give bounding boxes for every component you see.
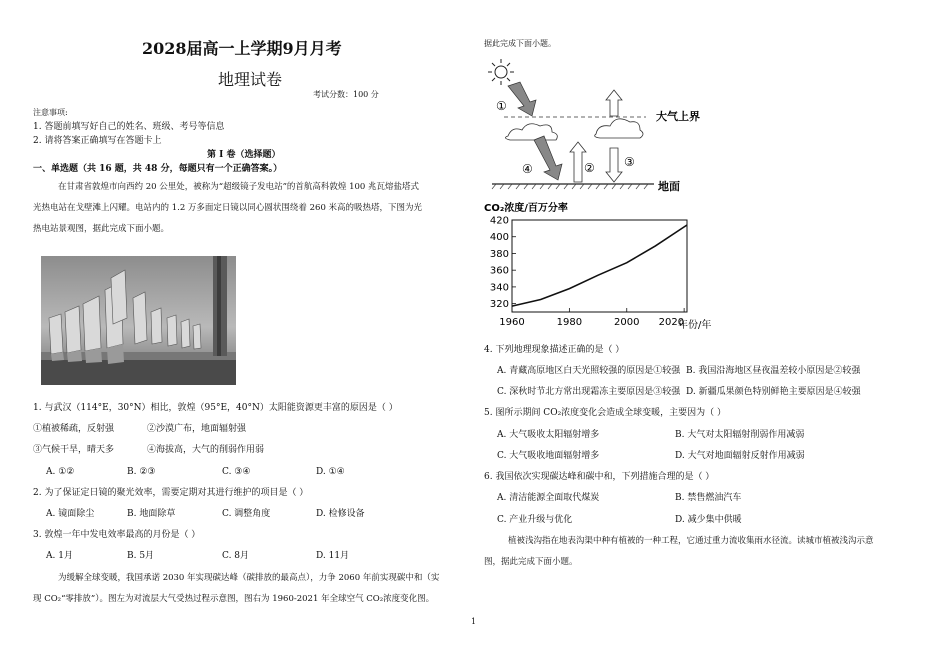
q3-option-c[interactable]: C. 8月 [222, 551, 250, 561]
q1-option-a[interactable]: A. ①② [46, 467, 75, 477]
q1-statement-2: ②沙漠广布，地面辐射强 [147, 424, 247, 434]
y-tick-label: 340 [489, 282, 509, 294]
subject-title: 地理试卷 [218, 70, 283, 89]
x-tick-label: 2020 [658, 317, 685, 328]
q3-option-b[interactable]: B. 5月 [127, 551, 155, 561]
diagram-label-1: ① [496, 99, 507, 113]
q3-option-d[interactable]: D. 11月 [316, 551, 350, 561]
q2-option-b[interactable]: B. 地面除草 [127, 509, 176, 519]
x-tick-label: 1960 [499, 317, 525, 328]
q2-stem: 2. 为了保证定日镜的聚光效率，需要定期对其进行维护的项目是（ ） [33, 488, 309, 498]
diagram-label-ground: 地面 [658, 180, 680, 193]
q6-stem: 6. 我国依次实现碳达峰和碳中和，下列措施合理的是（ ） [484, 472, 715, 482]
q3-stem: 3. 敦煌一年中发电效率最高的月份是（ ） [33, 530, 201, 540]
y-tick-label: 320 [489, 299, 509, 311]
diagram-label-top-atmosphere: 大气上界 [656, 110, 700, 123]
y-tick-label: 400 [489, 232, 509, 244]
y-tick-label: 360 [489, 265, 509, 277]
q6-option-d[interactable]: D. 减少集中供暖 [675, 515, 742, 525]
intro1-line-1: 在甘肃省敦煌市向西约 20 公里处，被称为“超级镜子发电站”的首航高科敦煌 100 兆瓦熔盐塔式 [58, 182, 420, 192]
chart-series-line [512, 225, 687, 306]
y-tick-label: 380 [489, 248, 509, 260]
notes-item-2: 2. 请将答案正确填写在答题卡上 [33, 136, 162, 146]
chart-plot-frame [512, 220, 687, 312]
q5-option-c[interactable]: C. 大气吸收地面辐射增多 [497, 451, 600, 461]
intro1-line-3: 热电站景观图，据此完成下面小题。 [33, 224, 170, 234]
q2-option-a[interactable]: A. 镜面除尘 [46, 509, 95, 519]
q1-option-d[interactable]: D. ①④ [316, 467, 345, 477]
q1-statement-3: ③气候干旱，晴天多 [33, 445, 115, 455]
q2-option-d[interactable]: D. 检修设备 [316, 509, 365, 519]
q4-option-c[interactable]: C. 深秋时节北方常出现霜冻主要原因是③较强 [497, 387, 681, 397]
q5-stem: 5. 图所示期间 CO₂浓度变化会造成全球变暖，主要因为（ ） [484, 408, 727, 418]
q3-option-a[interactable]: A. 1月 [46, 551, 73, 561]
section-title: 第 I 卷（选择题） [207, 150, 281, 160]
solar-plant-photo [41, 256, 236, 385]
atmosphere-heating-diagram [486, 56, 726, 196]
intro3-line-1: 植被浅沟指在地表沟渠中种有植被的一种工程，它通过重力流收集雨水径流。读城市植被浅沟示意 [508, 536, 874, 546]
q1-stem: 1. 与武汉（114°E，30°N）相比，敦煌（95°E，40°N）太阳能资源更丰富的原因是（ ） [33, 403, 398, 413]
y-tick-label: 420 [489, 215, 509, 227]
chart-title: CO₂浓度/百万分率 [484, 203, 568, 214]
chart-x-axis-label: 年份/年 [678, 320, 712, 331]
intro2-line-2: 现 CO₂“零排放”）。图左为对流层大气受热过程示意图，图右为 1960-2021 年全球空气 CO₂浓度变化图。 [33, 594, 435, 604]
intro3-line-2: 图，据此完成下面小题。 [484, 557, 578, 567]
diagram-label-4: ④ [522, 162, 533, 176]
x-tick-label: 1980 [556, 317, 583, 328]
page-number: 1 [471, 617, 477, 626]
q6-option-a[interactable]: A. 清洁能源全面取代煤炭 [497, 493, 600, 503]
co2-concentration-chart [482, 200, 742, 335]
q1-statement-4: ④海拔高，大气的削弱作用弱 [147, 445, 265, 455]
q5-option-d[interactable]: D. 大气对地面辐射反射作用减弱 [675, 451, 805, 461]
q5-option-a[interactable]: A. 大气吸收太阳辐射增多 [497, 430, 600, 440]
exam-title: 2028届高一上学期9月月考 [142, 39, 342, 58]
q2-option-c[interactable]: C. 调整角度 [222, 509, 271, 519]
score-info: 考试分数：100 分 [313, 90, 379, 99]
x-tick-label: 2000 [614, 317, 640, 328]
part-one-heading: 一、单选题（共 16 题，共 48 分，每题只有一个正确答案。） [33, 164, 283, 174]
sun-icon [488, 59, 514, 85]
notes-heading: 注意事项: [33, 108, 68, 117]
intro1-line-2: 光热电站在戈壁滩上闪耀。电站内的 1.2 万多面定日镜以同心圆状围绕着 260 米高的吸热塔，下图为光 [33, 203, 423, 213]
diagram-label-3: ③ [624, 155, 635, 169]
q5-option-b[interactable]: B. 大气对太阳辐射削弱作用减弱 [675, 430, 805, 440]
q4-stem: 4. 下列地理现象描述正确的是（ ） [484, 345, 625, 355]
diagram-label-2: ② [584, 161, 595, 175]
q4-option-b[interactable]: B. 我国沿海地区昼夜温差较小原因是②较强 [686, 366, 861, 376]
notes-item-1: 1. 答题前填写好自己的姓名、班级、考号等信息 [33, 122, 225, 132]
q1-option-c[interactable]: C. ③④ [222, 467, 251, 477]
intro2-line-1: 为缓解全球变暖，我国承诺 2030 年实现碳达峰（碳排放的最高点），力争 2060 年前实现碳中和（实 [58, 573, 440, 583]
q6-option-b[interactable]: B. 禁售燃油汽车 [675, 493, 742, 503]
q4-option-a[interactable]: A. 青藏高原地区白天光照较强的原因是①较强 [497, 366, 681, 376]
right-top-text: 据此完成下面小题。 [484, 39, 556, 48]
q1-statement-1: ①植被稀疏，反射强 [33, 424, 115, 434]
q1-option-b[interactable]: B. ②③ [127, 467, 156, 477]
q6-option-c[interactable]: C. 产业升级与优化 [497, 515, 573, 525]
q4-option-d[interactable]: D. 新疆瓜果颜色特别鲜艳主要原因是④较强 [686, 387, 861, 397]
